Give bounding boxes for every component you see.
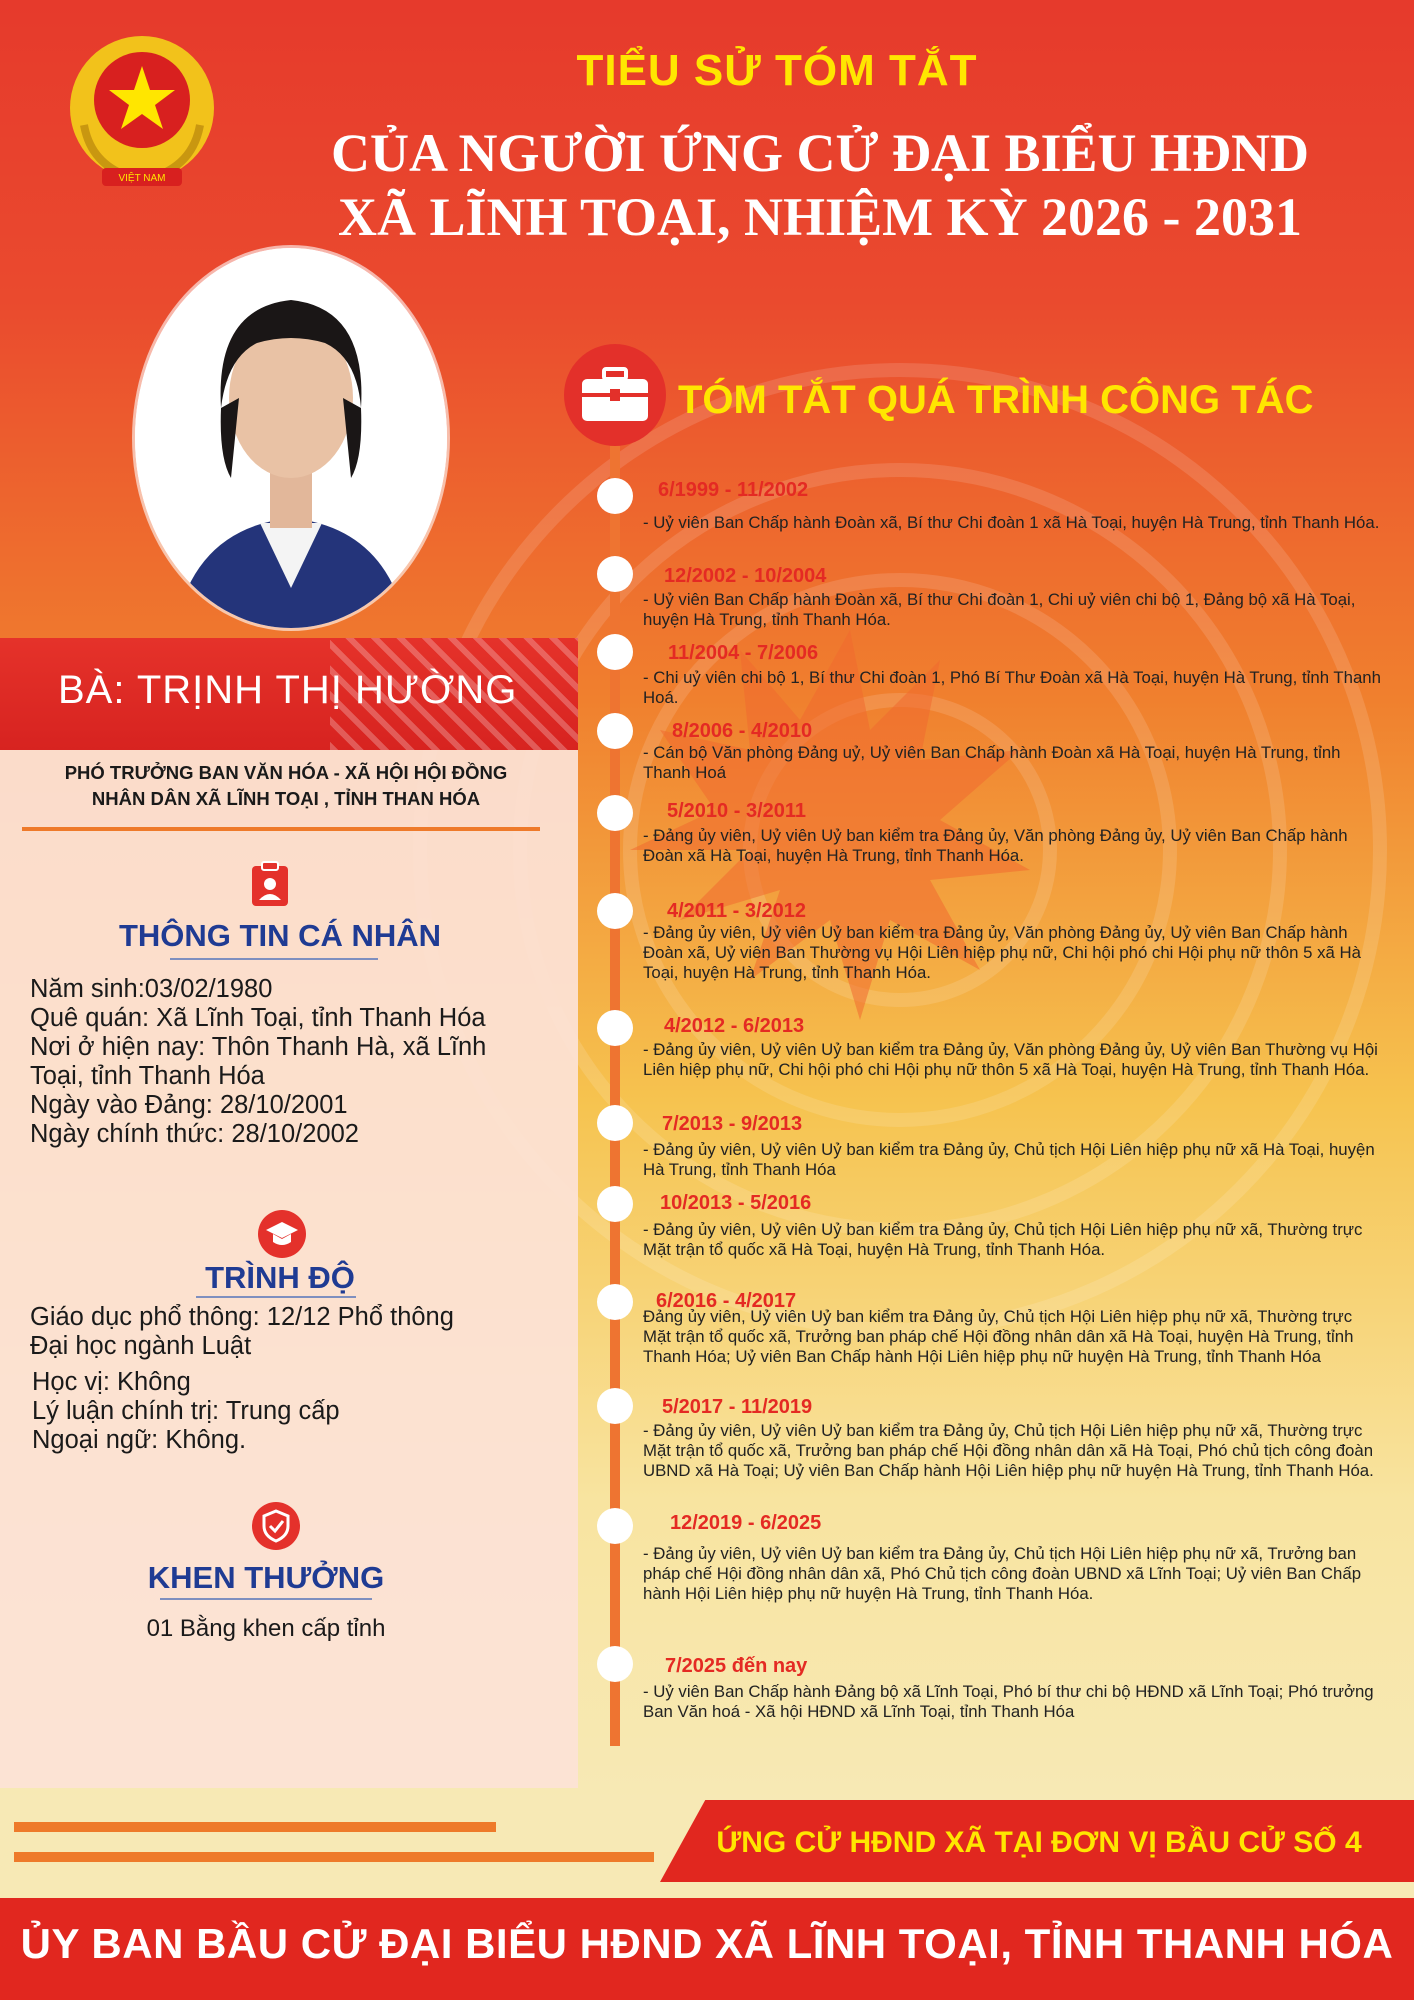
timeline-description: - Uỷ viên Ban Chấp hành Đảng bộ xã Lĩnh Toại, Phó bí thư chi bộ HĐND xã Lĩnh Toại; Phó trưởng Ban Văn hoá - Xã hội HĐND xã Lĩnh Toại, tỉnh Thanh Hóa xyxy=(643,1682,1374,1721)
timeline-dot xyxy=(597,713,633,749)
svg-text:VIỆT NAM: VIỆT NAM xyxy=(118,173,166,184)
timeline-dot xyxy=(597,556,633,592)
residence-line-1: Nơi ở hiện nay: Thôn Thanh Hà, xã Lĩnh xyxy=(30,1033,487,1061)
timeline-date: 7/2025 đến nay xyxy=(665,1655,808,1677)
timeline-date: 12/2002 - 10/2004 xyxy=(664,565,827,587)
education-list-b xyxy=(32,1368,552,1455)
divider xyxy=(22,827,540,831)
timeline-description: - Đảng ủy viên, Uỷ viên Uỷ ban kiểm tra Đảng ủy, Chủ tịch Hội Liên hiệp phụ nữ xã, Thường trực Mặt trận tổ quốc xã Hà Toại, huyện Hà Trung, tỉnh Thanh Hóa. xyxy=(643,1220,1363,1259)
timeline-date: 4/2012 - 6/2013 xyxy=(664,1015,805,1037)
timeline-date: 12/2019 - 6/2025 xyxy=(670,1512,822,1534)
timeline-dot xyxy=(597,893,633,929)
constituency-text: ỨNG CỬ HĐND XÃ TẠI ĐƠN VỊ BẦU CỬ SỐ 4 xyxy=(716,1826,1362,1859)
academic-degree: Học vị: Không xyxy=(32,1368,191,1396)
hometown: Quê quán: Xã Lĩnh Toại, tỉnh Thanh Hóa xyxy=(30,1004,486,1032)
timeline-description: - Chi uỷ viên chi bộ 1, Bí thư Chi đoàn 1, Phó Bí Thư Đoàn xã Hà Toại, huyện Hà Trung, tỉnh Thanh Hoá. xyxy=(643,668,1381,707)
candidate-role xyxy=(30,760,542,812)
timeline-description: - Đảng ủy viên, Uỷ viên Uỷ ban kiểm tra Đảng ủy, Văn phòng Đảng ủy, Uỷ viên Ban Chấp hành Đoàn xã, Uỷ viên Ban Thường vụ Hội Liên hiệp phụ nữ, Chi hội phó chi Hội phụ nữ thôn 5 xã Hà Toại, huyện Hà Trung, tỉnh Thanh Hóa. xyxy=(643,923,1361,982)
timeline-date: 7/2013 - 9/2013 xyxy=(662,1113,803,1135)
personal-info-title: THÔNG TIN CÁ NHÂN xyxy=(118,918,442,953)
timeline-dot xyxy=(597,1186,633,1222)
residence-line-2: Toại, tỉnh Thanh Hóa xyxy=(30,1062,265,1090)
timeline-date: 4/2011 - 3/2012 xyxy=(667,900,807,922)
timeline-description: - Đảng ủy viên, Uỷ viên Uỷ ban kiểm tra Đảng ủy, Văn phòng Đảng ủy, Uỷ viên Ban Chấp hành Đoàn xã Hà Toại, huyện Hà Trung, tỉnh Thanh Hóa. xyxy=(643,826,1348,865)
timeline-dot xyxy=(597,795,633,831)
timeline-description: - Uỷ viên Ban Chấp hành Đoàn xã, Bí thư Chi đoàn 1 xã Hà Toại, huyện Hà Trung, tỉnh Thanh Hóa. xyxy=(643,513,1380,532)
party-official-date: Ngày chính thức: 28/10/2002 xyxy=(30,1120,359,1148)
timeline-date: 8/2006 - 4/2010 xyxy=(672,720,813,742)
general-education: Giáo dục phổ thông: 12/12 Phổ thông xyxy=(30,1303,454,1331)
timeline-description: - Đảng ủy viên, Uỷ viên Uỷ ban kiểm tra Đảng ủy, Chủ tịch Hội Liên hiệp phụ nữ xã Hà Toại, huyện Hà Trung, tỉnh Thanh Hóa xyxy=(643,1140,1375,1179)
timeline-date: 5/2010 - 3/2011 xyxy=(667,800,807,822)
role-line-2: NHÂN DÂN XÃ LĨNH TOẠI , TỈNH THAN HÓA xyxy=(91,788,481,809)
timeline-date: 5/2017 - 11/2019 xyxy=(662,1396,813,1418)
education-title: TRÌNH ĐỘ xyxy=(205,1260,355,1295)
timeline-date: 11/2004 - 7/2006 xyxy=(668,642,819,664)
awards-underline xyxy=(160,1598,372,1600)
political-theory: Lý luận chính trị: Trung cấp xyxy=(32,1397,340,1425)
timeline-date: 6/1999 - 11/2002 xyxy=(658,479,809,501)
title-line-2: XÃ LĨNH TOẠI, NHIỆM KỲ 2026 - 2031 xyxy=(337,187,1303,247)
timeline-description: - Đảng ủy viên, Uỷ viên Uỷ ban kiểm tra Đảng ủy, Chủ tịch Hội Liên hiệp phụ nữ xã, Trưởng ban pháp chế Hội đồng nhân dân xã, Phó Chủ tịch công đoàn UBND xã Lĩnh Toại; Uỷ viên Ban Chấp hành Hội Liên hiệp phụ nữ huyện Hà Trung, tỉnh Thanh Hóa. xyxy=(643,1544,1362,1603)
decor-stripe-1 xyxy=(14,1822,496,1832)
awards-title: KHEN THƯỞNG xyxy=(147,1560,385,1595)
university-major: Đại học ngành Luật xyxy=(30,1332,252,1360)
footer-committee: ỦY BAN BẦU CỬ ĐẠI BIỂU HĐND XÃ LĨNH TOẠI, TỈNH THANH HÓA xyxy=(20,1920,1394,1967)
birth-year: Năm sinh:03/02/1980 xyxy=(30,975,273,1003)
timeline-description: - Đảng ủy viên, Uỷ viên Uỷ ban kiểm tra Đảng ủy, Chủ tịch Hội Liên hiệp phụ nữ xã, Thường trực Mặt trận tổ quốc xã, Trưởng ban pháp chế Hội đồng nhân dân xã Hà Toại, Phó chủ tịch công đoàn UBND xã Hà Toại; Uỷ viên Ban Chấp hành Hội Liên hiệp phụ nữ huyện Hà Trung, tỉnh Thanh Hóa. xyxy=(643,1421,1374,1480)
timeline-date: 6/2016 - 4/2017 xyxy=(656,1290,797,1312)
candidate-name: BÀ: TRỊNH THỊ HƯỜNG xyxy=(58,668,518,712)
briefcase-icon xyxy=(564,344,666,446)
decor-stripe-2 xyxy=(14,1852,654,1862)
party-join-date: Ngày vào Đảng: 28/10/2001 xyxy=(30,1091,348,1119)
timeline-description: - Đảng ủy viên, Uỷ viên Uỷ ban kiểm tra Đảng ủy, Văn phòng Đảng ủy, Uỷ viên Ban Thường vụ Hội Liên hiệp phụ nữ, Chi hội phó chi Hội phụ nữ thôn 5 xã Hà Toại, huyện Hà Trung, tỉnh Thanh Hóa. xyxy=(643,1040,1378,1079)
timeline-dot xyxy=(597,1010,633,1046)
graduation-cap-icon xyxy=(258,1210,306,1258)
timeline-date: 10/2013 - 5/2016 xyxy=(660,1192,812,1214)
timeline-dot xyxy=(597,1508,633,1544)
timeline-dot xyxy=(597,478,633,514)
personal-info-list xyxy=(30,975,550,1149)
subtitle: TIỂU SỬ TÓM TẮT xyxy=(576,46,978,95)
education-underline xyxy=(196,1296,356,1298)
personal-info-underline xyxy=(170,958,378,960)
timeline-description: Đảng ủy viên, Uỷ viên Uỷ ban kiểm tra Đảng ủy, Chủ tịch Hội Liên hiệp phụ nữ xã, Thường trực Mặt trận tổ quốc xã, Trưởng ban pháp chế Hội đồng nhân dân xã Hà Toại, huyện Hà Trung, tỉnh Thanh Hóa; Uỷ viên Ban Chấp hành Hội Liên hiệp phụ nữ huyện Hà Trung, tỉnh Thanh Hóa xyxy=(643,1307,1354,1366)
candidate-photo xyxy=(135,248,447,628)
timeline-dot xyxy=(597,1105,633,1141)
shield-check-icon xyxy=(252,1502,300,1550)
timeline-description: - Uỷ viên Ban Chấp hành Đoàn xã, Bí thư Chi đoàn 1, Chi uỷ viên chi bộ 1, Đảng bộ xã Hà Toại, huyện Hà Trung, tỉnh Thanh Hóa. xyxy=(643,590,1356,629)
timeline-dot xyxy=(597,1388,633,1424)
id-badge-icon xyxy=(246,860,294,908)
role-line-1: PHÓ TRƯỞNG BAN VĂN HÓA - XÃ HỘI HỘI ĐỒNG xyxy=(64,762,508,783)
timeline-dot xyxy=(597,634,633,670)
timeline-description: - Cán bộ Văn phòng Đảng uỷ, Uỷ viên Ban Chấp hành Đoàn xã Hà Toại, huyện Hà Trung, tỉnh Thanh Hoá xyxy=(643,743,1341,782)
award-item: 01 Bằng khen cấp tỉnh xyxy=(146,1615,386,1642)
timeline-dot xyxy=(597,1646,633,1682)
timeline-dot xyxy=(597,1284,633,1320)
timeline-title: TÓM TẮT QUÁ TRÌNH CÔNG TÁC xyxy=(678,378,1314,422)
foreign-language: Ngoại ngữ: Không. xyxy=(32,1426,247,1454)
title-line-1: CỦA NGƯỜI ỨNG CỬ ĐẠI BIỂU HĐND xyxy=(330,123,1309,183)
education-list-a xyxy=(30,1303,550,1361)
